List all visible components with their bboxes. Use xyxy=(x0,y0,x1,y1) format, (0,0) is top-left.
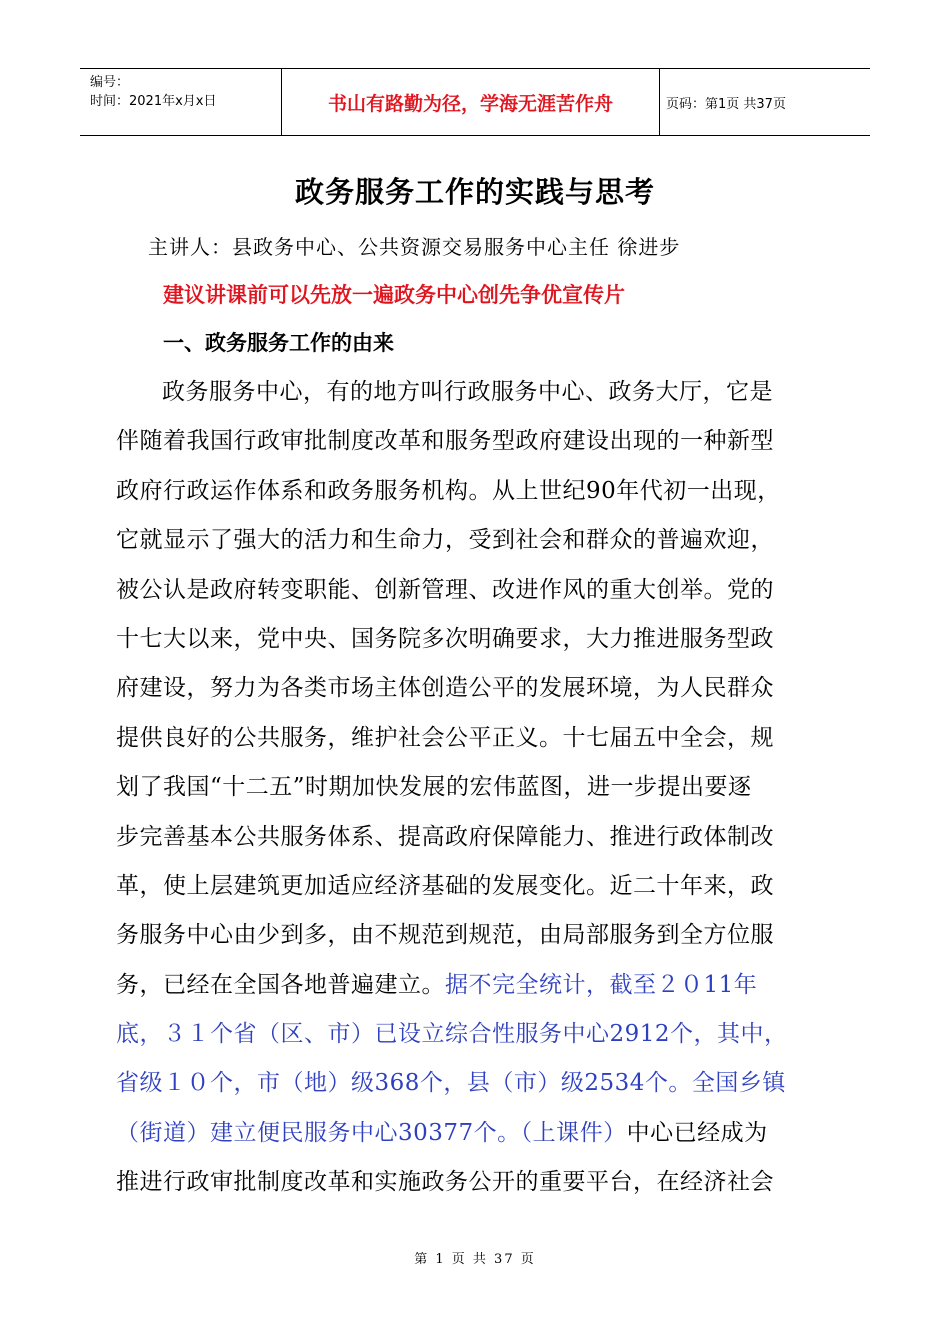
time-label: 时间：2021年x月x日 xyxy=(90,94,217,109)
paragraph-line xyxy=(116,965,838,1014)
speaker-line: 主讲人：县政务中心、公共资源交易服务中心主任 徐进步 xyxy=(148,235,681,259)
highlighted-text: 省级１０个，市（地）级368个，县（市）级2534个。全国乡镇 xyxy=(116,1070,786,1097)
highlighted-text: 据不完全统计，截至２０11年 xyxy=(445,971,758,998)
body-text: 政务服务中心，有的地方叫行政服务中心、政务大厅，它是 xyxy=(162,379,773,405)
paragraph-line xyxy=(116,421,838,470)
body-text: 提供良好的公共服务，维护社会公平正义。十七届五中全会，规 xyxy=(116,724,774,751)
paragraph-line xyxy=(116,1113,838,1162)
paragraph-line xyxy=(116,619,838,668)
body-text: 中心已经成为 xyxy=(626,1119,768,1146)
paragraph-line xyxy=(116,668,838,717)
paragraph-line xyxy=(116,1063,838,1112)
paragraph-line xyxy=(116,817,838,866)
body-text: 务服务中心由少到多，由不规范到规范，由局部服务到全方位服 xyxy=(116,922,774,949)
header-meta-cell xyxy=(80,69,282,135)
body-text: 府建设，努力为各类市场主体创造公平的发展环境，为人民群众 xyxy=(116,675,774,702)
highlighted-text: 底，３１个省（区、市）已设立综合性服务中心2912个，其中， xyxy=(116,1021,788,1048)
page-footer: 第 1 页 共 37 页 xyxy=(414,1252,536,1267)
highlighted-text: （街道）建立便民服务中心30377个。（上课件） xyxy=(116,1119,627,1146)
code-label: 编号： xyxy=(90,75,130,90)
paragraph-line xyxy=(116,520,838,569)
paragraph-line xyxy=(116,570,838,619)
body-text: 务，已经在全国各地普遍建立。 xyxy=(116,971,445,998)
section-heading: 一、政务服务工作的由来 xyxy=(163,330,394,355)
body-text: 它就显示了强大的活力和生命力，受到社会和群众的普遍欢迎， xyxy=(116,527,774,554)
paragraph-line xyxy=(116,767,838,816)
page-header-table xyxy=(80,68,870,136)
body-text: 政府行政运作体系和政务服务机构。从上世纪90年代初一出现， xyxy=(116,477,781,504)
body-text: 划了我国“十二五”时期加快发展的宏伟蓝图，进一步提出要逐 xyxy=(116,774,752,801)
header-page-info: 页码：第1页 共37页 xyxy=(666,96,786,112)
paragraph-line xyxy=(116,372,838,421)
body-text: 被公认是政府转变职能、创新管理、改进作风的重大创举。党的 xyxy=(116,576,774,603)
paragraph-line xyxy=(116,471,838,520)
body-text: 步完善基本公共服务体系、提高政府保障能力、推进行政体制改 xyxy=(116,823,774,850)
lecture-note: 建议讲课前可以先放一遍政务中心创先争优宣传片 xyxy=(163,282,625,307)
body-text: 革，使上层建筑更加适应经济基础的发展变化。近二十年来，政 xyxy=(116,872,774,899)
header-motto: 书山有路勤为径，学海无涯苦作舟 xyxy=(282,69,660,135)
body-text: 十七大以来，党中央、国务院多次明确要求，大力推进服务型政 xyxy=(116,625,774,652)
paragraph-line xyxy=(116,866,838,915)
body-text: 推进行政审批制度改革和实施政务公开的重要平台，在经济社会 xyxy=(116,1169,774,1196)
body-text: 伴随着我国行政审批制度改革和服务型政府建设出现的一种新型 xyxy=(116,428,774,455)
paragraph-line xyxy=(116,718,838,767)
paragraph-line xyxy=(116,915,838,964)
paragraph-line xyxy=(116,1014,838,1063)
body-paragraph xyxy=(116,372,838,1212)
document-title: 政务服务工作的实践与思考 xyxy=(294,175,655,209)
paragraph-line xyxy=(116,1162,838,1211)
